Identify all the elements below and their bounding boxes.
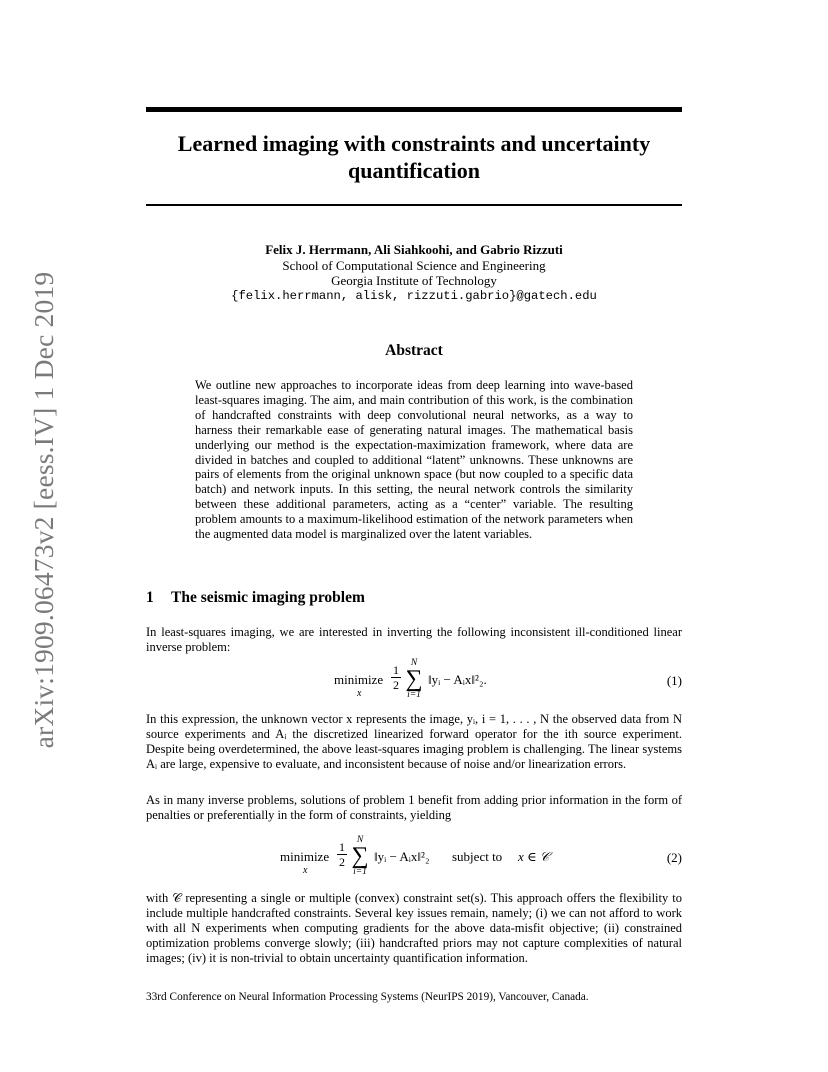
title-top-rule bbox=[146, 107, 682, 112]
paragraph-expression: In this expression, the unknown vector x represents the image, yᵢ, i = 1, . . . , N the observed data from N source experiments and Aᵢ the discretized linearized forward operator for the ith source experiment. Despite being overdetermined, the above least-squares imaging problem is challenging. The linear systems Aᵢ are large, expensive to evaluate, and inconsistent because of noise and/or linearization errors. bbox=[146, 712, 682, 771]
abstract-text: We outline new approaches to incorporate ideas from deep learning into wave-based least-squares imaging. The aim, and main contribution of this work, is the combination of handcrafted constraints with deep convolutional neural networks, as a way to harness their remarkable ease of generating natural images. The mathematical basis underlying our method is the expectation-maximization framework, where data are divided in batches and coupled to additional “latent” unknowns. These unknowns are pairs of elements from the original unknown space (but now coupled to a specific data batch) and network inputs. In this setting, the neural network controls the similarity between these additional parameters, acting as a “center” variable. The resulting problem amounts to a maximum-likelihood estimation of the network parameters when the augmented data model is marginalized over the latent variables. bbox=[195, 378, 633, 542]
abstract-heading: Abstract bbox=[385, 342, 443, 359]
affiliation-institute: Georgia Institute of Technology bbox=[331, 273, 497, 288]
paragraph-prior: As in many inverse problems, solutions of problem 1 benefit from adding prior information in the form of penalties or preferentially in the form of constraints, yielding bbox=[146, 793, 682, 822]
eq1-number: (1) bbox=[666, 673, 682, 688]
eq2-frac-num: 1 bbox=[339, 840, 345, 854]
section-title: The seismic imaging problem bbox=[171, 589, 365, 606]
equation-2 bbox=[146, 835, 682, 879]
eq1-sum-sup: N bbox=[410, 658, 418, 668]
author-emails: {felix.herrmann, alisk, rizzuti.gabrio}@gatech.edu bbox=[231, 288, 597, 303]
eq1-fraction bbox=[391, 664, 401, 691]
eq2-operator-sub: x bbox=[303, 865, 308, 876]
section-heading bbox=[146, 589, 365, 607]
arxiv-stamp: arXiv:1909.06473v2 [eess.IV] 1 Dec 2019 bbox=[28, 271, 59, 749]
eq2-sum: N ∑ i=1 bbox=[348, 835, 372, 877]
eq2-sum-sub: i=1 bbox=[353, 867, 367, 877]
eq1-frac-num: 1 bbox=[393, 663, 399, 677]
equation-1 bbox=[146, 658, 682, 702]
paper-title: Learned imaging with constraints and uncertainty quantification bbox=[177, 131, 651, 183]
eq1-sum: N ∑ i=1 bbox=[402, 658, 426, 700]
eq2-fraction bbox=[337, 841, 347, 868]
eq2-number: (2) bbox=[666, 850, 682, 865]
conference-footer: 33rd Conference on Neural Information Processing Systems (NeurIPS 2019), Vancouver, Canada. bbox=[146, 991, 589, 1003]
paragraph-intro: In least-squares imaging, we are interested in inverting the following inconsistent ill-conditioned linear inverse problem: bbox=[146, 625, 682, 654]
eq1-operator-sub: x bbox=[357, 688, 362, 699]
affiliation-school: School of Computational Science and Engineering bbox=[282, 257, 546, 273]
eq2-sum-sup: N bbox=[356, 835, 364, 845]
eq1-sum-sub: i=1 bbox=[407, 690, 421, 700]
eq2-condition: x ∈ 𝒞 bbox=[518, 849, 550, 864]
eq2-condition-text: subject to bbox=[452, 849, 503, 864]
author-block bbox=[146, 242, 682, 304]
author-names: Felix J. Herrmann, Ali Siahkoohi, and Gabrio Rizzuti bbox=[265, 242, 563, 257]
eq2-term: ‖yᵢ − Aᵢx‖²₂ bbox=[374, 849, 430, 864]
eq1-frac-den: 2 bbox=[393, 678, 399, 692]
eq1-operator: minimize bbox=[334, 672, 384, 687]
eq1-term: ‖yᵢ − Aᵢx‖²₂. bbox=[428, 672, 487, 687]
paragraph-constraints: with 𝒞 representing a single or multiple (convex) constraint set(s). This approach offers the flexibility to include multiple handcrafted constraints. Several key issues remain, namely; (i) we can not afford to work with all N experiments when computing gradients for the above data-misfit objective; (ii) constrained optimization problems converge slowly; (iii) handcrafted priors may not capture complexities of natural images; (iv) it is non-trivial to obtain uncertainty quantification information. bbox=[146, 891, 682, 965]
eq2-frac-den: 2 bbox=[339, 855, 345, 869]
title-bottom-rule bbox=[146, 204, 682, 206]
eq2-operator: minimize bbox=[280, 849, 330, 864]
section-number: 1 bbox=[146, 589, 154, 606]
